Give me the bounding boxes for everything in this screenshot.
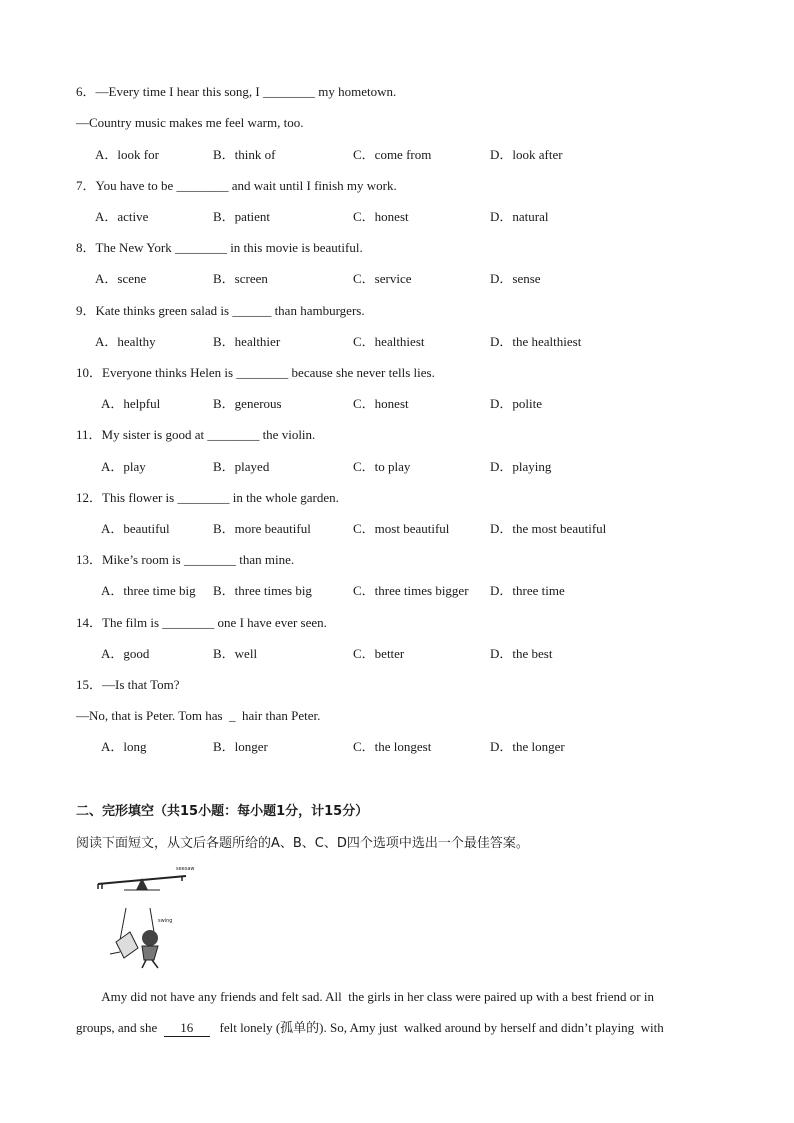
question-8-option-d: D．sense	[490, 271, 541, 286]
swing-drawing	[110, 908, 158, 968]
question-15-dialogue: —No, that is Peter. Tom has _ hair than Peter.	[76, 708, 321, 723]
question-11-stem: 11．My sister is good at ________ the violin.	[76, 427, 316, 442]
question-8-option-b: B．screen	[213, 271, 268, 286]
question-8-stem: 8．The New York ________ in this movie is beautiful.	[76, 240, 363, 255]
question-10-option-c: C．honest	[353, 396, 409, 411]
question-10-option-d: D．polite	[490, 396, 542, 411]
question-13-option-d: D．three time	[490, 583, 565, 598]
question-14-stem: 14．The film is ________ one I have ever seen.	[76, 615, 327, 630]
swing-label: swing	[158, 918, 173, 924]
question-7-option-c: C．honest	[353, 209, 409, 224]
question-14-option-a: A．good	[101, 646, 150, 661]
passage-line-2-end: felt lonely (孤单的). So, Amy just walked around by herself and didn’t playing with	[209, 1020, 664, 1035]
question-12-stem: 12．This flower is ________ in the whole garden.	[76, 490, 339, 505]
question-9-option-a: A．healthy	[95, 334, 156, 349]
question-6-option-c: C．come from	[353, 147, 432, 162]
question-13-option-a: A．three time big	[101, 583, 196, 598]
question-12-option-d: D．the most beautiful	[490, 521, 607, 536]
question-12-option-c: C．most beautiful	[353, 521, 450, 536]
blank-16: 16	[164, 1020, 210, 1037]
question-13-option-b: B．three times big	[213, 583, 312, 598]
question-11-option-a: A．play	[101, 459, 146, 474]
question-6-dialogue: —Country music makes me feel warm, too.	[76, 115, 304, 130]
question-7-option-d: D．natural	[490, 209, 549, 224]
question-6-option-a: A．look for	[95, 147, 159, 162]
question-11-option-d: D．playing	[490, 459, 552, 474]
question-10-option-b: B．generous	[213, 396, 282, 411]
question-15-option-d: D．the longer	[490, 739, 565, 754]
seesaw-label: seesaw	[176, 866, 195, 872]
question-9-option-d: D．the healthiest	[490, 334, 582, 349]
question-9-stem: 9．Kate thinks green salad is ______ than hamburgers.	[76, 303, 365, 318]
section-instruction: 阅读下面短文，从文后各题所给的A、B、C、D四个选项中选出一个最佳答案。	[76, 836, 529, 851]
question-9-option-c: C．healthiest	[353, 334, 425, 349]
question-10-option-a: A．helpful	[101, 396, 161, 411]
question-6-stem: 6．—Every time I hear this song, I ________ my hometown.	[76, 84, 397, 99]
question-15-option-b: B．longer	[213, 739, 268, 754]
question-6-option-b: B．think of	[213, 147, 276, 162]
question-10-stem: 10．Everyone thinks Helen is ________ because she never tells lies.	[76, 365, 435, 380]
question-15-stem: 15．—Is that Tom?	[76, 677, 180, 692]
section-heading: 二、完形填空（共15小题：每小题1分，计15分）	[76, 804, 369, 819]
question-14-option-c: C．better	[353, 646, 405, 661]
question-8-option-a: A．scene	[95, 271, 147, 286]
question-13-option-c: C．three times bigger	[353, 583, 469, 598]
question-14-option-d: D．the best	[490, 646, 553, 661]
question-8-option-c: C．service	[353, 271, 412, 286]
seesaw-drawing	[98, 876, 186, 890]
question-9-option-b: B．healthier	[213, 334, 281, 349]
question-11-option-b: B．played	[213, 459, 270, 474]
question-6-option-d: D．look after	[490, 147, 563, 162]
question-7-option-a: A．active	[95, 209, 149, 224]
question-7-stem: 7．You have to be ________ and wait until I finish my work.	[76, 178, 397, 193]
question-14-option-b: B．well	[213, 646, 258, 661]
seesaw-swing-illustration	[96, 862, 196, 972]
passage-line-1: Amy did not have any friends and felt sad. All the girls in her class were paired up with a best friend or in	[76, 989, 654, 1004]
question-7-option-b: B．patient	[213, 209, 271, 224]
question-11-option-c: C．to play	[353, 459, 411, 474]
question-15-option-c: C．the longest	[353, 739, 432, 754]
passage-line-2-start: groups, and she	[76, 1020, 164, 1035]
question-12-option-a: A．beautiful	[101, 521, 170, 536]
question-15-option-a: A．long	[101, 739, 147, 754]
question-13-stem: 13．Mike’s room is ________ than mine.	[76, 552, 295, 567]
question-12-option-b: B．more beautiful	[213, 521, 311, 536]
passage-line-2	[76, 1020, 718, 1037]
